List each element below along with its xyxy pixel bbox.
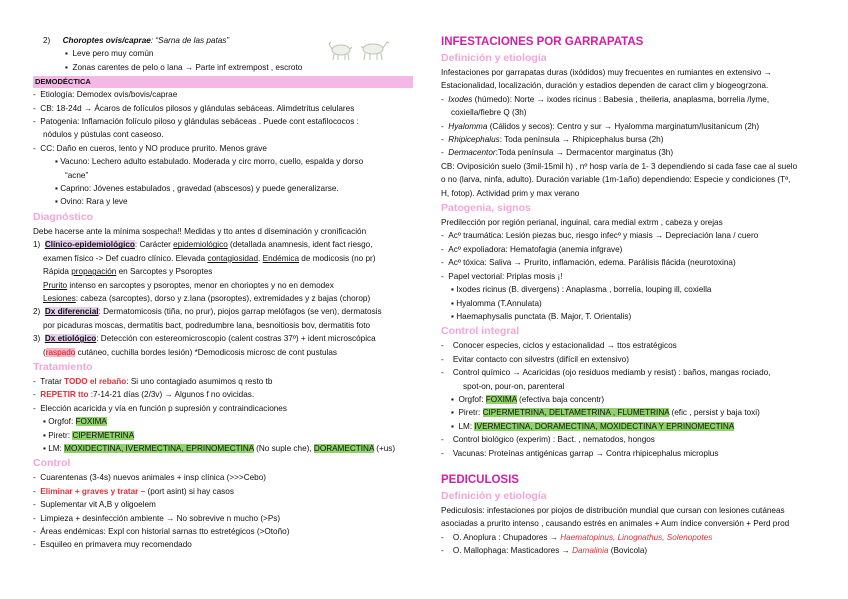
title-garrapatas: INFESTACIONES POR GARRAPATAS xyxy=(441,36,644,48)
list-item-text: (detallada anamnesis, ident fact riesgo, xyxy=(227,240,373,250)
list-item-text: : Dermatomicosis (tiña, no prur), piojos garrap melófagos (se ven), dermatosis xyxy=(98,307,382,317)
list-item-text: FOXIMA xyxy=(75,417,107,427)
heading-control: Control xyxy=(33,457,71,470)
list-item-text: Cuarentenas (3-4s) nuevos animales + insp clínica (>>>Cebo) xyxy=(40,473,267,483)
list-item-continuation: coxiella/fiebre Q (3h) xyxy=(451,108,527,118)
list-item-continuation xyxy=(33,252,413,265)
section-band-demodectica: DEMODÉCTICA xyxy=(33,76,413,88)
heading-diagnostico: Diagnóstico xyxy=(33,210,94,223)
list-item: ▪ Zonas carentes de pelo o lana → Parte inf extrempost , escroto xyxy=(65,62,303,72)
list-item-text: Hyalomma (T.Annulata) xyxy=(456,298,542,308)
list-item-text: O. Anoplura : Chupadores → xyxy=(452,532,561,542)
list-item: - O. Anoplura : Chupadores → Haematopinus, Linognathus, Solenopotes xyxy=(441,532,713,542)
list-item: - Evitar contacto con silvestrs (difícil en extensivo) xyxy=(441,354,629,364)
list-item-text: Orgfof: xyxy=(48,417,76,427)
list-item-continuation xyxy=(33,265,413,278)
list-item: - Dermacentor:Toda península → Dermacentor marginatus (3h) xyxy=(441,148,674,158)
list-item-text: : Detección con estereomicroscopio (calent costras 37º) + ident microscópica xyxy=(96,334,376,344)
list-item-text: Tratar xyxy=(40,376,65,386)
heading-definicion-pediculosis: Definición y etiología xyxy=(441,489,547,502)
list-item: 2) Dx diferencial: Dermatomicosis (tiña, no prur), piojos garrap melófagos (se ven), dermatosis xyxy=(33,307,382,317)
list-item-text: Conocer especies, ciclos y estacionalidad → ttos estratégicos xyxy=(452,341,677,351)
paragraph: asociadas a prurito intenso , causando estrés en animales + Aum índice conversión + Perd prod xyxy=(441,519,790,529)
list-item-text: Acº tóxica: Saliva → Prurito, inflamación, edema. Parálisis flácida (neurotoxina) xyxy=(448,258,736,268)
spacer xyxy=(441,460,819,472)
list-item-text: LM: xyxy=(458,421,475,431)
list-item: - CB: 18-24d → Ácaros de folículos pilosos y glándulas sebáceas. Alimdetritus celulares xyxy=(33,103,355,113)
list-item-text: Acº expoliadora: Hematofagia (anemia infgrave) xyxy=(448,244,623,254)
list-item-text: : Toda península → Rhipicephalus bursa (2h) xyxy=(499,135,664,145)
list-item-text: LM: xyxy=(48,443,65,453)
list-item: ▪ LM: MOXIDECTINA, IVERMECTINA, EPRINOMECTINA (No suple che), DORAMECTINA (+us) xyxy=(43,443,396,453)
list-item: - Rhipicephalus: Toda península → Rhipicephalus bursa (2h) xyxy=(441,135,664,145)
paragraph: CB: Oviposición suelo (3mil-15mil h) , nº hosp varía de 1- 3 dependiendo si cada fase cae al suelo xyxy=(441,161,798,171)
list-item-text: Ixodes xyxy=(448,94,473,104)
list-item: - Control químico → Acaricidas (ojo residuos mediamb y resist) : baños, mangas rociado, xyxy=(441,368,771,378)
list-item-text: en Sarcoptes y Psoroptes xyxy=(116,267,213,277)
list-item-text: Clínico-epidemiológico xyxy=(44,240,135,250)
list-item-text: (efectiva baja concentr) xyxy=(516,394,605,404)
list-item-continuation: “acne” xyxy=(65,170,89,180)
list-item-text: Áreas endémicas: Expl con historial sarnas tto estretégicos (>Otoño) xyxy=(40,527,290,536)
list-item-text: Control biológico (experim) : Bact. , nematodos, hongos xyxy=(452,435,655,445)
list-item-continuation xyxy=(33,346,413,359)
list-item: ▪ Orgfof: FOXIMA xyxy=(43,417,107,427)
list-item-text: Limpieza + desinfección ambiente → No sobrevive n mucho (>Ps) xyxy=(40,513,281,523)
list-item: - REPETIR tto :7-14-21 días (2/3v) → Algunos f no ovicidas. xyxy=(33,390,255,400)
species-name: Choroptes ovis/caprae xyxy=(62,36,151,45)
list-item-continuation xyxy=(33,279,413,292)
paragraph: o no (larva, ninfa, adulto). Duración variable (1m-1año) dependiendo: Especie y condiciones (Tª, xyxy=(441,175,791,185)
list-item-text: Ixodes ricinus (B. divergens) : Anaplasma , borrelia, louping ill, coxiella xyxy=(456,285,712,295)
list-item-text: examen físico -> Def cuadro clínico. Elevada xyxy=(43,253,208,263)
list-item: - Eliminar + graves y tratar – (port asint) si hay casos xyxy=(33,486,234,496)
list-item: - CC: Daño en cueros, lento y NO produce prurito. Menos grave xyxy=(33,143,267,153)
list-item-text: . xyxy=(258,253,263,263)
list-item-text: Dx diferencial xyxy=(44,307,99,317)
list-item: - Vacunas: Proteínas antigénicas garrap → Contra rhipicephalus microplus xyxy=(441,448,719,458)
list-item: ▪ Leve pero muy común xyxy=(65,49,154,59)
list-item: ▪ LM: IVERMECTINA, DORAMECTINA, MOXIDECTINA Y EPRINOMECTINA xyxy=(451,421,735,431)
paragraph: Infestaciones por garrapatas duras (ixódidos) muy frecuentes en rumiantes en extensivo → xyxy=(441,68,772,77)
list-item-text: Control químico → Acaricidas (ojo residuos mediamb y resist) : baños, mangas rociado, xyxy=(452,368,771,378)
list-item: ▪ Orgfof: FOXIMA (efectiva baja concentr) xyxy=(451,394,605,404)
list-item: - Papel vectorial: Priplas mosis ¡! xyxy=(441,271,563,281)
list-item-text: Leve pero muy común xyxy=(72,49,154,59)
list-item: - O. Mallophaga: Masticadores → Damalinia (Bovicola) xyxy=(441,546,648,556)
list-item-text: (efic , persist y baja toxi) xyxy=(669,408,760,418)
list-item-text: Rápida xyxy=(43,267,72,277)
list-item-text: Esquileo en primavera muy recomendado xyxy=(40,540,192,550)
list-item: ▪ Piretr: CIPERMETRINA xyxy=(43,430,135,440)
list-item-text: Endémica xyxy=(262,253,300,263)
list-item-text: Orgfof: xyxy=(458,394,486,404)
list-item-text: Papel vectorial: Priplas mosis ¡! xyxy=(448,271,563,281)
list-item-text: Piretr: xyxy=(48,430,73,440)
list-item-text: REPETIR tto xyxy=(40,390,89,400)
list-item-text: Acº traumática: Lesión piezas buc, riesgo infecº y miasis → Depreciación lana / cuero xyxy=(448,231,759,241)
list-item-text: CIPERMETRINA xyxy=(72,430,135,440)
list-item: - Elección acaricida y vía en función p supresión y contraindicaciones xyxy=(33,403,287,413)
list-item-text: Dx etiológico xyxy=(44,334,97,344)
list-item: - Limpieza + desinfección ambiente → No sobrevive n mucho (>Ps) xyxy=(33,513,281,523)
list-item-text: IVERMECTINA, DORAMECTINA, MOXIDECTINA Y EPRINOMECTINA xyxy=(474,421,735,431)
heading-definicion: Definición y etiología xyxy=(441,52,547,64)
list-item-text: Suplementar vit A,B y oligoelem xyxy=(40,500,156,510)
list-item-text: DORAMECTINA xyxy=(313,443,374,453)
list-item-text: CC: Daño en cueros, lento y NO produce prurito. Menos grave xyxy=(40,143,267,153)
list-item-text: de modicosis (no pr) xyxy=(299,253,376,263)
list-item-text: Vacunas: Proteínas antigénicas garrap → Contra rhipicephalus microplus xyxy=(452,448,719,458)
list-item: - Ixodes (húmedo): Norte → ixodes ricinus : Babesia , theileria, anaplasma, borrelia /lyme, xyxy=(441,94,770,104)
list-item-continuation: nódulos y pústulas cont caseoso. xyxy=(43,130,164,140)
list-item-text: Dermacentor xyxy=(448,148,496,158)
list-item-text: (No suple che), xyxy=(253,443,314,453)
heading-control-integral: Control integral xyxy=(441,325,520,338)
list-item-text: : Si uno contagiado asumimos q resto tb xyxy=(126,376,273,386)
list-item-text: Eliminar + graves y tratar – xyxy=(40,486,146,496)
heading-patogenia: Patogenia, signos xyxy=(441,202,531,215)
list-item-text: cutáneo, cuchilla bordes lesión) *Demodicosis microsc de cont pustulas xyxy=(75,347,338,357)
list-item-text: Elección acaricida y vía en función p supresión y contraindicaciones xyxy=(40,403,287,413)
goat-icon xyxy=(361,42,389,60)
list-item-text: :Toda península → Dermacentor marginatus (3h) xyxy=(495,148,674,158)
list-item-continuation xyxy=(33,292,413,305)
paragraph: Estacionalidad, localización, duración y estadios dependen de caract clim y biogeogrzona. xyxy=(441,81,769,91)
list-item-text: O. Mallophaga: Masticadores → xyxy=(452,546,573,556)
list-item: 1) Clínico-epidemiológico: Carácter epidemiológico (detallada anamnesis, ident fact riesgo, xyxy=(33,240,373,250)
list-item-text: Haematopinus, Linognathus, Solenopotes xyxy=(560,532,713,542)
title-pediculosis: PEDICULOSIS xyxy=(441,473,519,486)
list-item: - Control biológico (experim) : Bact. , nematodos, hongos xyxy=(441,435,655,445)
left-column xyxy=(33,34,413,552)
list-item-text: (+us) xyxy=(373,443,396,453)
list-item: ▪ Hyalomma (T.Annulata) xyxy=(451,298,542,308)
list-item-text: (Cálidos y secos): Centro y sur → Hyalomma marginatum/lusitanicum (2h) xyxy=(487,121,760,131)
list-item-text: : cabeza (sarcoptes), dorso y z.lana (psoroptes), extremidades y z bajas (chorop) xyxy=(75,293,371,303)
list-item: ▪ Piretr: CIPERMETRINA, DELTAMETRINA , FLUMETRINA (efic , persist y baja toxi) xyxy=(451,408,760,418)
list-item: 3) Dx etiológico: Detección con estereomicroscopio (calent costras 37º) + ident microscópica xyxy=(33,334,376,344)
list-item-continuation: spot-on, pour-on, parenteral xyxy=(463,381,565,391)
list-item-text: FOXIMA xyxy=(485,394,517,404)
list-item-text: raspado xyxy=(45,347,76,357)
list-item: - Acº expoliadora: Hematofagia (anemia infgrave) xyxy=(441,244,623,254)
list-item: - Tratar TODO el rebaño: Si uno contagiado asumimos q resto tb xyxy=(33,376,273,386)
list-item: ▪ Haemaphysalis punctata (B. Major, T. Orientalis) xyxy=(451,311,632,321)
list-item-text: :7-14-21 días (2/3v) → Algunos f no ovicidas. xyxy=(88,390,255,400)
list-item-text: CB: 18-24d → Ácaros de folículos pilosos y glándulas sebáceas. Alimdetritus celulares xyxy=(40,103,355,113)
list-item-text: epidemiológico xyxy=(173,240,228,250)
goat-illustrations xyxy=(327,38,393,62)
list-item-text: Ovino: Rara y leve xyxy=(60,197,128,207)
list-item-text: : Carácter xyxy=(134,240,174,250)
list-item-text: TODO el rebaño xyxy=(64,376,127,386)
list-item-continuation: por picaduras moscas, dermatitis bact, podredumbre lana, besnoitiosis bov, dermatitis foto xyxy=(43,320,371,330)
list-item-text: Haemaphysalis punctata (B. Major, T. Orientalis) xyxy=(456,311,632,321)
list-item: - Esquileo en primavera muy recomendado xyxy=(33,540,192,550)
list-item: ▪ Ixodes ricinus (B. divergens) : Anaplasma , borrelia, louping ill, coxiella xyxy=(451,285,712,295)
list-item-text: Lesiones xyxy=(43,293,76,303)
heading-tratamiento: Tratamiento xyxy=(33,360,93,373)
list-item-text: Vacuno: Lechero adulto estabulado. Moderada y circ morro, cuello, espalda y dorso xyxy=(60,157,364,167)
list-item-text: Zonas carentes de pelo o lana → Parte inf extrempost , escroto xyxy=(72,62,303,72)
list-item: - Cuarentenas (3-4s) nuevos animales + insp clínica (>>>Cebo) xyxy=(33,473,267,483)
list-item: - Suplementar vit A,B y oligoelem xyxy=(33,500,156,510)
paragraph: Predilección por región perianal, inguinal, cara medial extrm , cabeza y orejas xyxy=(441,218,723,228)
list-item: ▪ Vacuno: Lechero adulto estabulado. Moderada y circ morro, cuello, espalda y dorso xyxy=(55,157,364,167)
list-item: - Patogenia: Inflamación folículo piloso y glándulas sebáceas . Puede cont estafilococos : xyxy=(33,117,359,127)
list-item-text: Caprino: Jóvenes estabulados , gravedad (abscesos) y puede generalizarse. xyxy=(60,184,339,194)
list-item: - Hyalomma (Cálidos y secos): Centro y sur → Hyalomma marginatum/lusitanicum (2h) xyxy=(441,121,760,131)
list-item-text: Hyalomma xyxy=(448,121,488,131)
species-quote: : “Sarna de las patas” xyxy=(150,36,230,45)
list-item: - Etiología: Demodex ovis/bovis/caprae xyxy=(33,90,178,100)
list-item: - Áreas endémicas: Expl con historial sarnas tto estretégicos (>Otoño) xyxy=(33,527,290,536)
list-item-text: Rhipicephalus xyxy=(448,135,500,145)
paragraph: Debe hacerse ante la mínima sospecha!! Medidas y tto antes d diseminación y cronificación xyxy=(33,226,367,236)
list-item-text: ( xyxy=(43,347,46,357)
list-number: 2) xyxy=(43,36,51,45)
list-item-text: Evitar contacto con silvestrs (difícil en extensivo) xyxy=(452,354,629,364)
paragraph: Pediculosis: infestaciones por piojos de distribución mundial que cursan con lesiones cutáneas xyxy=(441,505,785,515)
goat-icon xyxy=(329,42,352,60)
right-column xyxy=(441,34,819,558)
list-item-text: contagiosidad xyxy=(207,253,259,263)
list-item: - Acº traumática: Lesión piezas buc, riesgo infecº y miasis → Depreciación lana / cuero xyxy=(441,231,759,241)
list-item-text: CIPERMETRINA, DELTAMETRINA , FLUMETRINA xyxy=(482,408,670,418)
list-item-text: Etiología: Demodex ovis/bovis/caprae xyxy=(40,90,178,100)
list-item-text: Damalinia xyxy=(572,546,609,556)
list-item-text: (húmedo): Norte → ixodes ricinus : Babesia , theileria, anaplasma, borrelia /lyme, xyxy=(472,94,770,104)
list-item-text: intenso en sarcoptes y psoroptes, menor en chorioptes y no en demodex xyxy=(67,280,334,290)
list-item: - Conocer especies, ciclos y estacionalidad → ttos estratégicos xyxy=(441,341,677,351)
list-item-text: (port asint) si hay casos xyxy=(145,486,234,496)
list-item-text: (Bovicola) xyxy=(608,546,648,556)
list-item-text: Piretr: xyxy=(458,408,483,418)
list-item-text: Prurito xyxy=(43,280,68,290)
paragraph: H, fotop). Actividad prim y max verano xyxy=(441,188,580,198)
list-item: - Acº tóxica: Saliva → Prurito, inflamación, edema. Parálisis flácida (neurotoxina) xyxy=(441,258,736,268)
list-item-text: propagación xyxy=(71,267,117,277)
list-item-text: Patogenia: Inflamación folículo piloso y glándulas sebáceas . Puede cont estafilococos : xyxy=(40,117,359,127)
list-item: ▪ Ovino: Rara y leve xyxy=(55,197,128,207)
list-item-text: MOXIDECTINA, IVERMECTINA, EPRINOMECTINA xyxy=(64,443,254,453)
list-item: ▪ Caprino: Jóvenes estabulados , gravedad (abscesos) y puede generalizarse. xyxy=(55,184,339,194)
